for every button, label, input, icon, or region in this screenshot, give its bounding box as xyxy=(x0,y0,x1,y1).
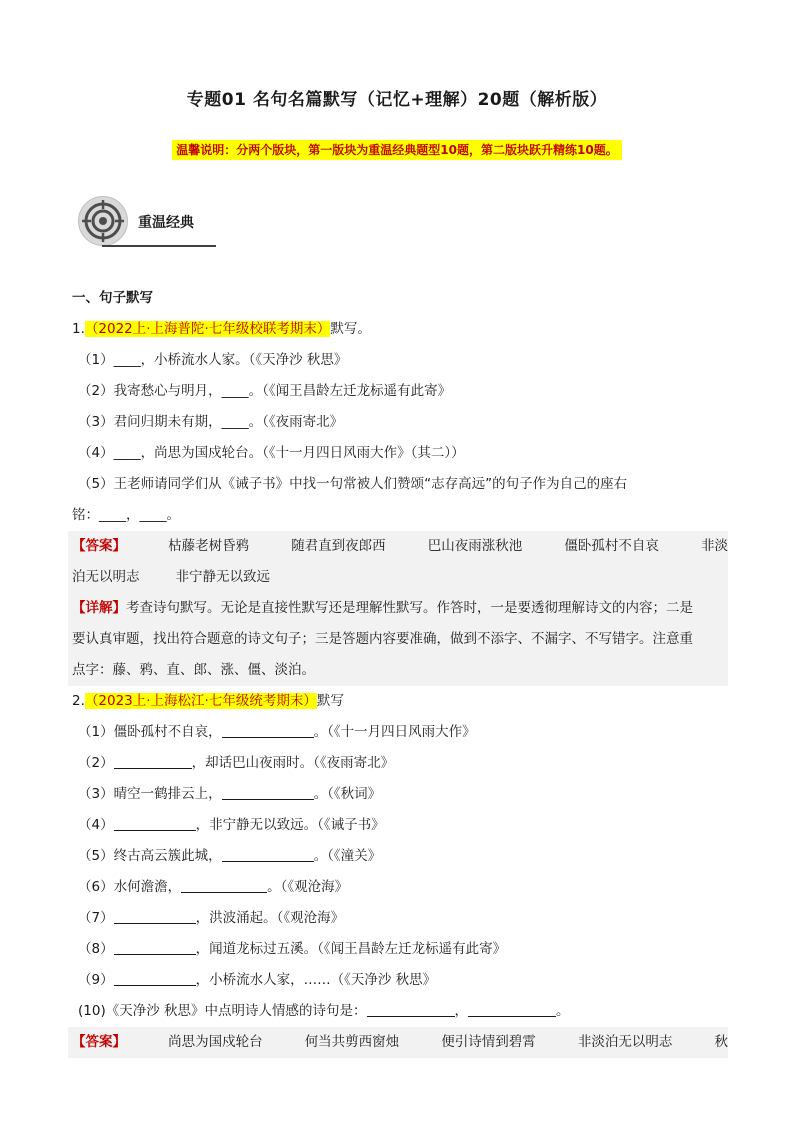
section-label: 重温经典 xyxy=(138,215,194,231)
answer-blank xyxy=(114,908,196,924)
item-text: （1）僵卧孤村不自哀， xyxy=(78,724,222,740)
item-text: （3）晴空一鹤排云上， xyxy=(78,786,222,802)
question-instruction: 默写。 xyxy=(330,321,371,337)
item-text: （5）终古高云簇此城， xyxy=(78,848,222,864)
answer-blank xyxy=(222,722,314,738)
answer-tag: 【答案】 xyxy=(72,538,126,554)
answer-row xyxy=(72,1027,728,1058)
section-badge xyxy=(78,196,218,248)
answer-blank xyxy=(222,846,314,862)
question-item xyxy=(72,717,724,748)
answer-item: 便引诗情到碧霄 xyxy=(441,1034,536,1050)
badge-circle xyxy=(78,196,128,246)
question-item xyxy=(72,810,724,841)
page-title: 专题01 名句名篇默写（记忆+理解）20题（解析版） xyxy=(186,90,608,110)
answer-blank xyxy=(114,970,196,986)
item-text: ，却话巴山夜雨时。（《夜雨寄北》 xyxy=(191,755,395,771)
item-text: 。（《十一月四日风雨大作》 xyxy=(313,724,476,740)
question-item: 铭：____，____。 xyxy=(72,507,180,523)
answer-item: 何当共剪西窗烛 xyxy=(304,1034,400,1050)
answer-item: 秋 xyxy=(714,1034,728,1050)
question-item: （1）____，小桥流水人家。（《天净沙 秋思》 xyxy=(78,352,348,368)
target-icon xyxy=(79,197,127,245)
part-heading: 一、句子默写 xyxy=(72,290,153,306)
question-item xyxy=(72,872,724,903)
answer-blank xyxy=(181,877,267,893)
section-underline xyxy=(102,245,216,247)
question-1-header xyxy=(72,314,724,345)
question-2-header xyxy=(72,686,724,717)
item-text: （2） xyxy=(78,755,114,771)
answer-item: 随君直到夜郎西 xyxy=(291,538,386,554)
answer-row xyxy=(72,531,728,562)
item-text: （6）水何澹澹， xyxy=(78,879,182,895)
question-item: （2）我寄愁心与明月，____。（《闻王昌龄左迁龙标遥有此寄》 xyxy=(78,383,452,399)
item-text: ，小桥流水人家，……（《天净沙 秋思》 xyxy=(195,972,437,988)
item-text: ，洪波涌起。（《观沧海》 xyxy=(195,910,345,926)
question-source: （2022上·上海普陀·七年级校联考期末） xyxy=(84,321,331,337)
detail-text: 考查诗句默写。无论是直接性默写还是理解性默写。作答时，一是要透彻理解诗文的内容；二是 xyxy=(126,600,693,616)
question-number: 2. xyxy=(72,693,85,709)
detail-tag: 【详解】 xyxy=(72,600,126,616)
answer-box xyxy=(68,1027,728,1058)
question-instruction: 默写 xyxy=(316,693,344,709)
answer-item: 尚思为国戍轮台 xyxy=(168,1034,263,1050)
question-item: （3）君问归期未有期，____。（《夜雨寄北》 xyxy=(78,414,344,430)
answer-item: 非淡泊无以明志 xyxy=(577,1034,673,1050)
notice-text: 温馨说明：分两个版块，第一版块为重温经典题型10题，第二版块跃升精练10题。 xyxy=(172,140,621,160)
document-body xyxy=(72,283,728,1058)
detail-text: 要认真审题，找出符合题意的诗文句子；三是答题内容要准确，做到不添字、不漏字、不写错字。注意重 xyxy=(72,631,693,647)
answer-blank xyxy=(114,815,196,831)
question-item: （4）____，尚思为国戍轮台。（《十一月四日风雨大作》（其二）） xyxy=(78,445,465,461)
question-item xyxy=(72,903,724,934)
question-number: 1. xyxy=(72,321,85,337)
answer-item: 非宁静无以致远 xyxy=(175,569,270,585)
question-item xyxy=(72,748,724,779)
item-text: ，闻道龙标过五溪。（《闻王昌龄左迁龙标遥有此寄》 xyxy=(195,941,507,957)
question-source: （2023上·上海松江·七年级统考期末） xyxy=(84,693,317,709)
item-text: （9） xyxy=(78,972,114,988)
item-text: （7） xyxy=(78,910,114,926)
detail-text: 点字：藤、鸦、直、郎、涨、僵、淡泊。 xyxy=(72,662,315,678)
answer-blank xyxy=(222,784,314,800)
item-text: 。（《秋词》 xyxy=(313,786,382,802)
item-text: （8） xyxy=(78,941,114,957)
detail-section xyxy=(72,593,728,686)
answer-item: 巴山夜雨涨秋池 xyxy=(427,538,523,554)
question-item xyxy=(72,934,724,965)
answer-item: 枯藤老树昏鸦 xyxy=(168,538,250,554)
question-item xyxy=(72,996,724,1027)
answer-item: 非淡 xyxy=(700,538,728,554)
item-text: ， xyxy=(454,1003,469,1019)
answer-blank xyxy=(114,753,192,769)
answer-box xyxy=(68,531,728,686)
question-item: （5）王老师请同学们从《诫子书》中找一句常被人们赞颂“志存高远”的句子作为自己的座右 xyxy=(78,476,628,492)
item-text: (10)《天净沙 秋思》中点明诗人情感的诗句是： xyxy=(78,1003,367,1019)
answer-blank xyxy=(468,1001,556,1017)
item-text: 。 xyxy=(556,1003,570,1019)
answer-tag: 【答案】 xyxy=(72,1034,126,1050)
item-text: 。（《观沧海》 xyxy=(267,879,349,895)
answer-row xyxy=(72,562,728,593)
item-text: 。（《潼关》 xyxy=(313,848,382,864)
answer-blank xyxy=(114,939,196,955)
answer-item: 僵卧孤村不自哀 xyxy=(564,538,659,554)
notice-container xyxy=(0,139,794,160)
question-item xyxy=(72,965,724,996)
item-text: （4） xyxy=(78,817,114,833)
answer-item: 泊无以明志 xyxy=(72,569,140,585)
item-text: ，非宁静无以致远。（《诫子书》 xyxy=(195,817,385,833)
answer-blank xyxy=(367,1001,455,1017)
question-item xyxy=(72,841,724,872)
question-item xyxy=(72,779,724,810)
